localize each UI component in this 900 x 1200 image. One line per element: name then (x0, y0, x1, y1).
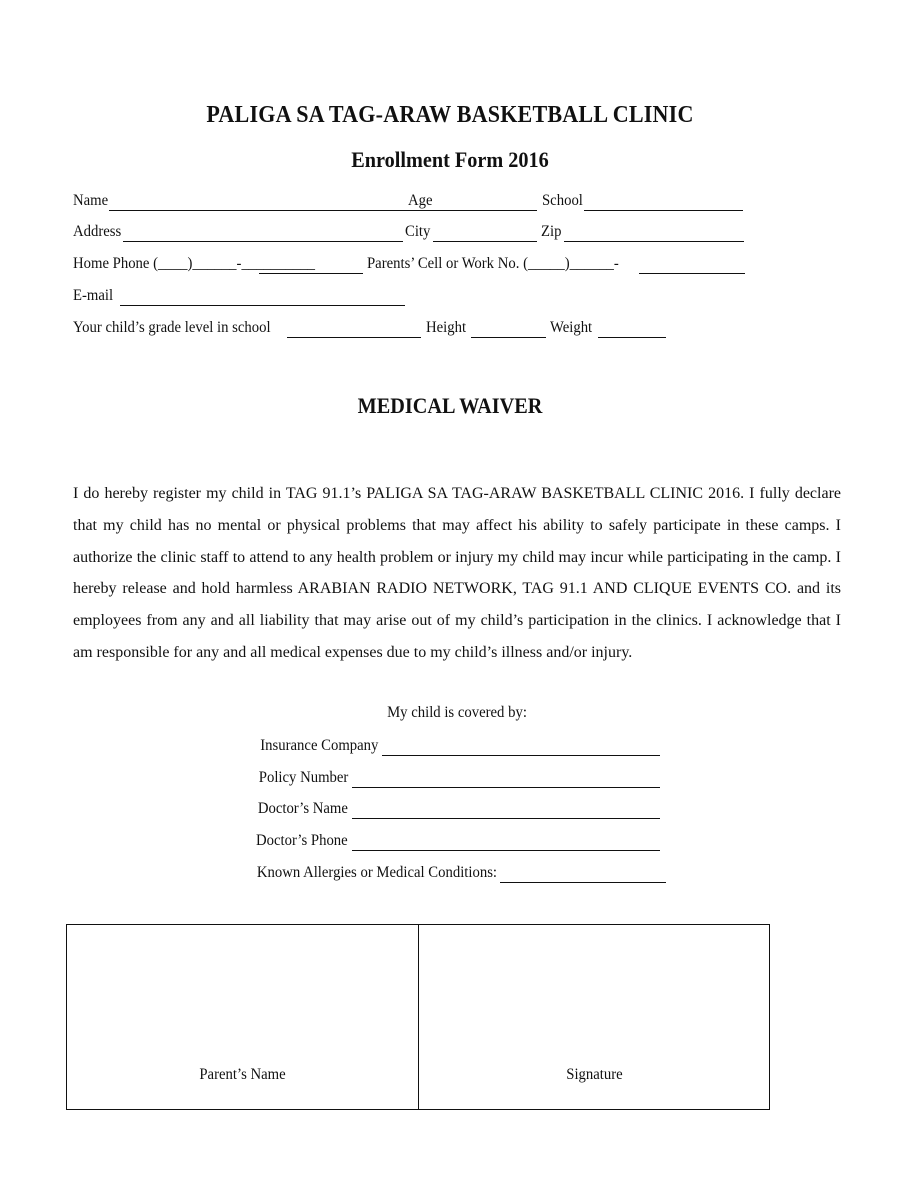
grade-level-label: Your child’s grade level in school (73, 319, 271, 336)
email-label: E-mail (73, 287, 114, 304)
form-title: PALIGA SA TAG-ARAW BASKETBALL CLINIC (206, 102, 694, 128)
enrollment-row-phone (73, 251, 853, 277)
doctor-phone-label: Doctor’s Phone (256, 832, 348, 849)
home-phone-field[interactable] (259, 273, 363, 274)
enrollment-row-email (73, 283, 853, 309)
doctor-name-line-wrap (352, 796, 660, 822)
form-subtitle: Enrollment Form 2016 (351, 147, 549, 172)
doctor-phone-field[interactable] (352, 850, 660, 851)
enrollment-row-name (73, 188, 853, 214)
policy-number-label-wrap (200, 765, 348, 791)
age-field[interactable] (433, 210, 537, 211)
email-field[interactable] (120, 305, 405, 306)
name-field[interactable] (109, 210, 476, 211)
enrollment-row-address (73, 219, 853, 245)
allergies-field[interactable] (500, 882, 666, 883)
insurance-company-label-wrap (200, 733, 378, 759)
cell-phone-field[interactable] (639, 273, 745, 274)
zip-label: Zip (541, 223, 562, 240)
age-label: Age (408, 192, 433, 209)
doctor-name-label: Doctor’s Name (257, 800, 348, 817)
grade-level-field[interactable] (287, 337, 421, 338)
coverage-heading: My child is covered by: (387, 704, 527, 721)
signature-caption: Signature (566, 1066, 623, 1083)
policy-number-line-wrap (352, 765, 660, 791)
signature-box-divider (418, 925, 419, 1109)
allergies-line-wrap (500, 860, 666, 886)
signature-box (66, 924, 770, 1110)
policy-number-label: Policy Number (258, 769, 348, 786)
insurance-company-line-wrap (382, 733, 660, 759)
school-field[interactable] (584, 210, 743, 211)
weight-label: Weight (550, 319, 593, 336)
address-label: Address (73, 223, 122, 240)
address-field[interactable] (123, 241, 403, 242)
allergies-label-wrap (200, 860, 497, 886)
weight-field[interactable] (598, 337, 666, 338)
cell-phone-label: Parents’ Cell or Work No. (_____)______- (367, 255, 619, 272)
medical-waiver-title: MEDICAL WAIVER (357, 393, 543, 418)
enrollment-row-grade (73, 315, 853, 341)
insurance-company-label: Insurance Company (259, 737, 378, 754)
waiver-text: I do hereby register my child in TAG 91.1’s PALIGA SA TAG-ARAW BASKETBALL CLINIC 2016. I fully declare that my child has no mental or physical problems that may affect his ability to safely participate in these camps. I authorize the clinic staff to attend to any health problem or injury my child may incur while participating in the camp. I hereby release and hold harmless ARABIAN RADIO NETWORK, TAG 91.1 AND CLIQUE EVENTS CO. and its employees from any and all liability that may arise out of my child’s participation in the clinics. I acknowledge that I am responsible for any and all medical expenses due to my child’s illness and/or injury. (73, 485, 841, 661)
zip-field[interactable] (564, 241, 744, 242)
doctor-name-field[interactable] (352, 818, 660, 819)
city-field[interactable] (433, 241, 537, 242)
height-field[interactable] (471, 337, 546, 338)
doctor-phone-line-wrap (352, 828, 660, 854)
height-label: Height (426, 319, 467, 336)
parent-name-caption: Parent’s Name (199, 1066, 286, 1083)
policy-number-field[interactable] (352, 787, 660, 788)
school-label: School (542, 192, 583, 209)
allergies-label: Known Allergies or Medical Conditions: (256, 864, 497, 881)
name-label: Name (73, 192, 109, 209)
city-label: City (405, 223, 431, 240)
doctor-name-label-wrap (200, 796, 348, 822)
doctor-phone-label-wrap (200, 828, 348, 854)
home-phone-label: Home Phone (____)______-__________ (73, 255, 316, 272)
insurance-company-field[interactable] (382, 755, 660, 756)
